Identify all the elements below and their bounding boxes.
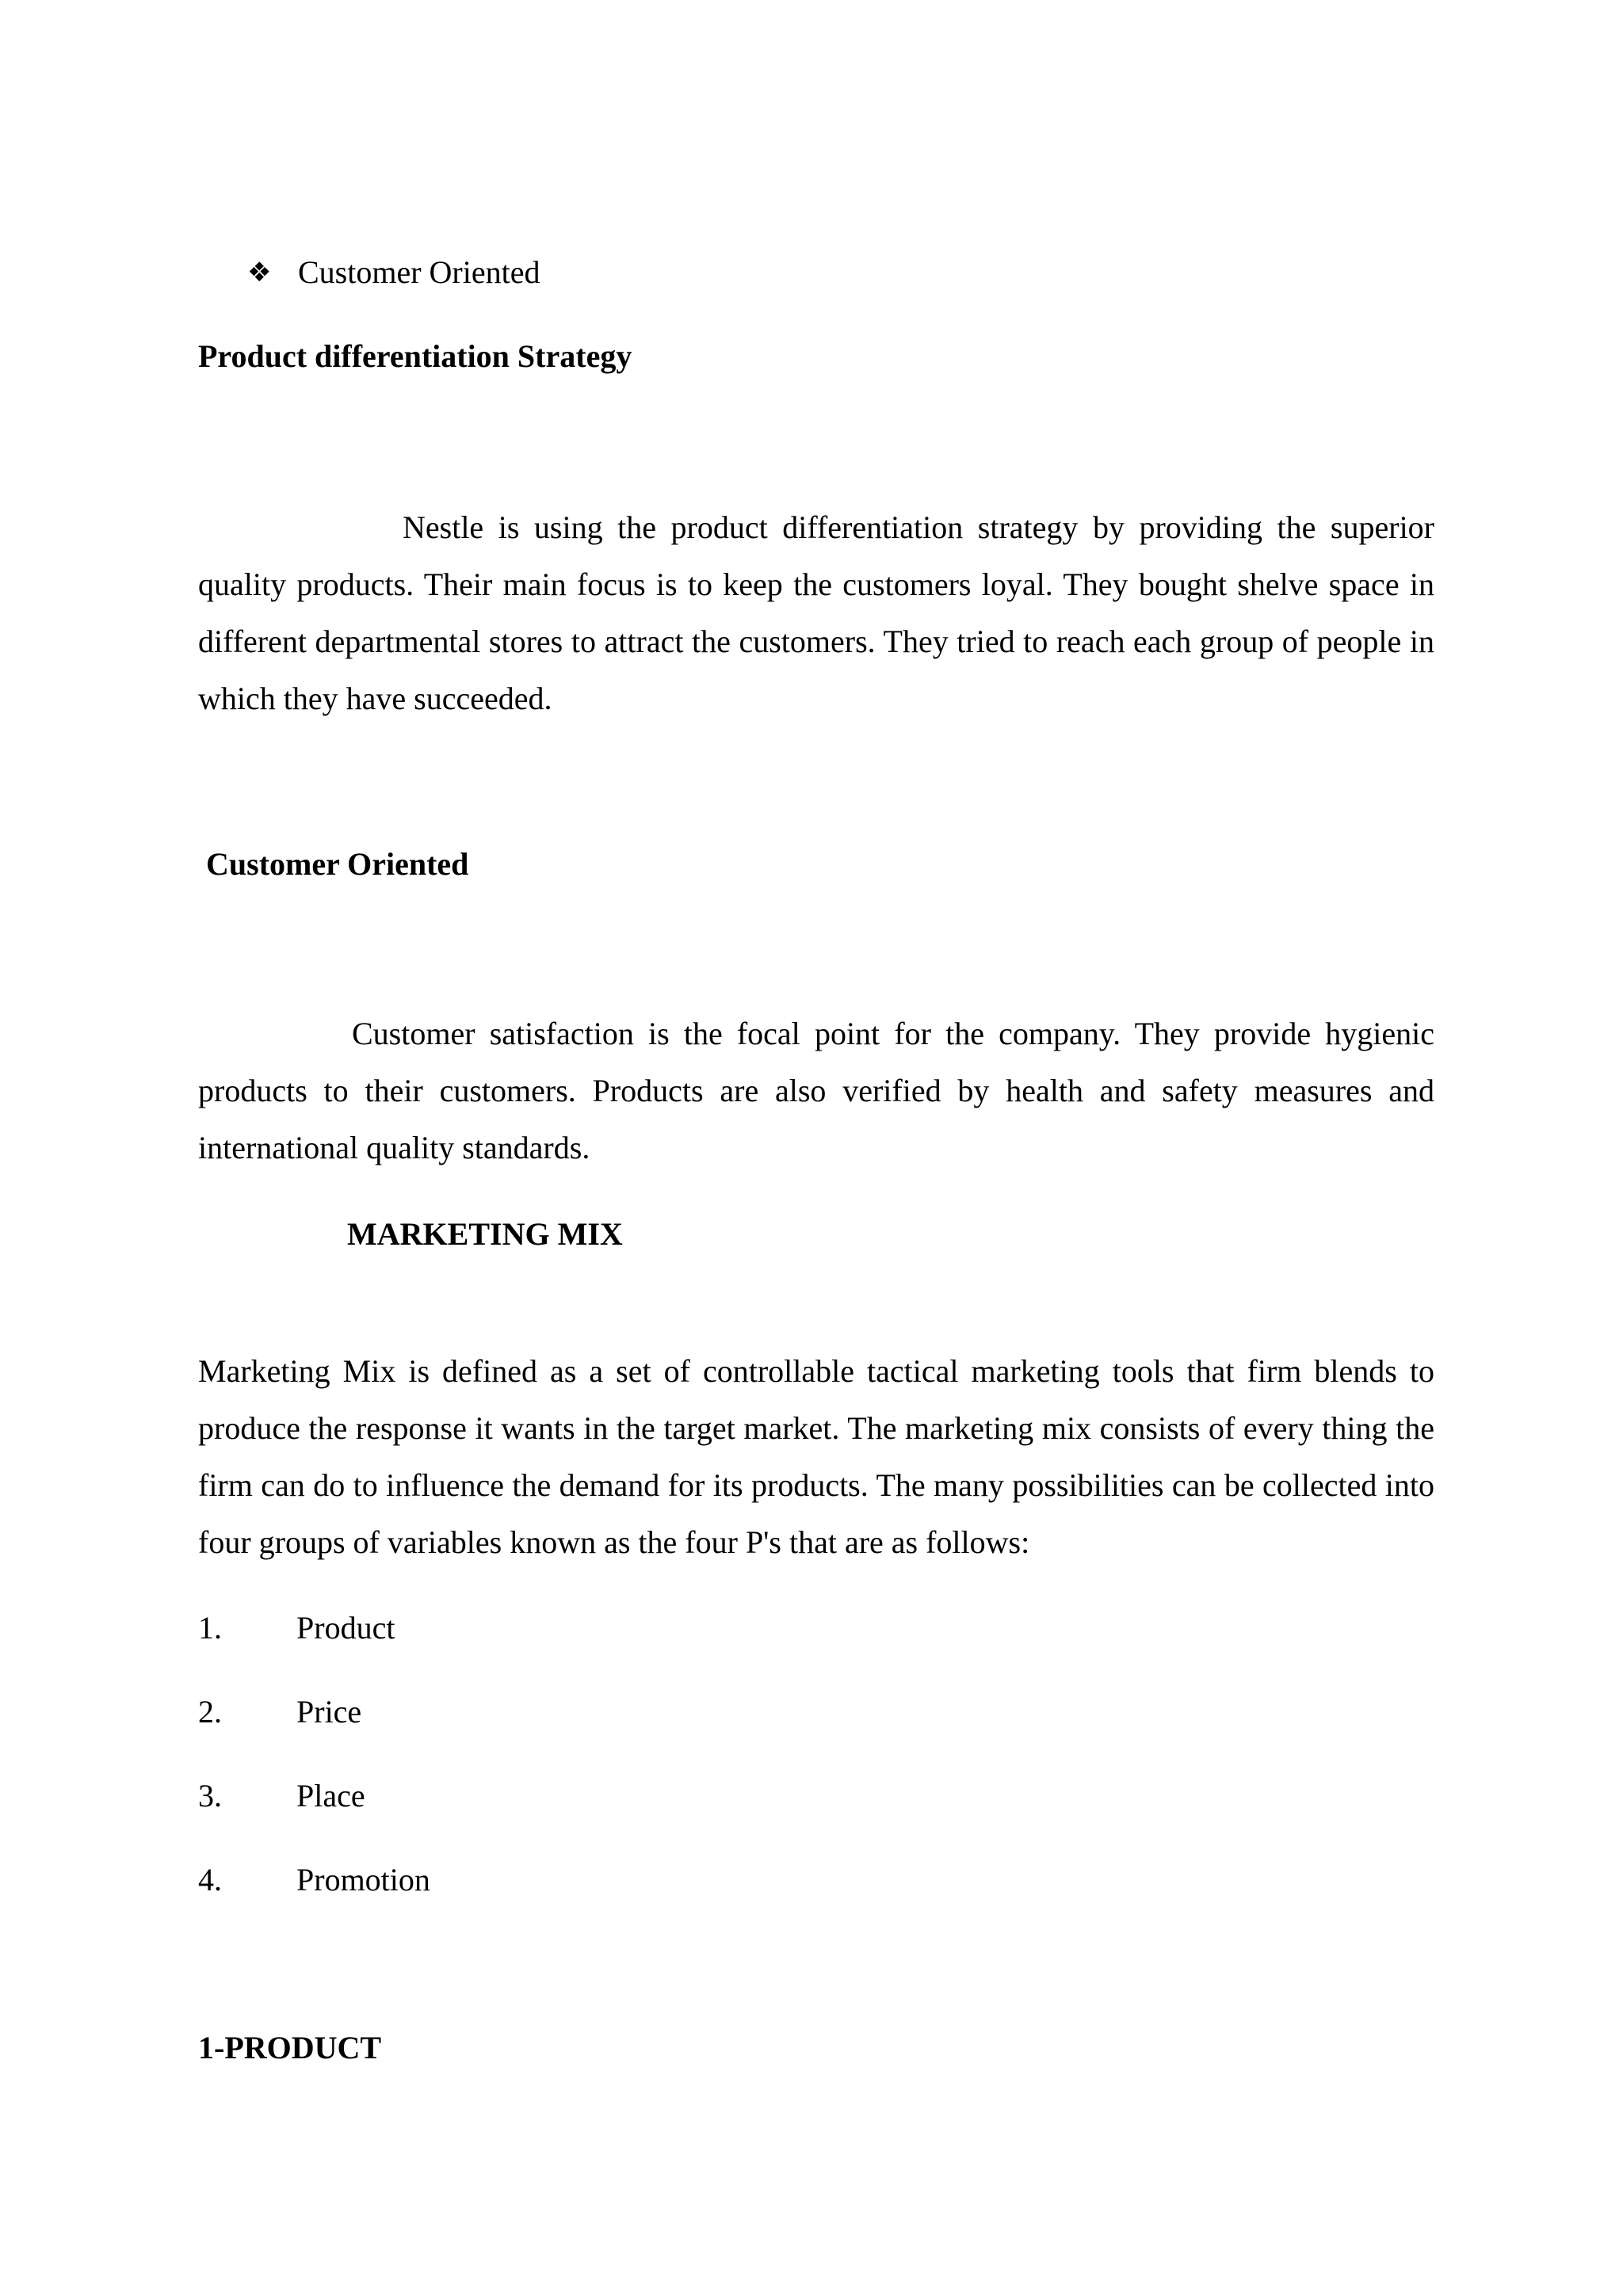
list-item: [198, 1852, 430, 1909]
bullet-item: [247, 244, 540, 301]
list-item: [198, 1600, 395, 1657]
list-item: [198, 1768, 365, 1825]
list-item-number: 2.: [198, 1694, 222, 1730]
heading-customer-oriented: Customer Oriented: [206, 846, 469, 882]
paragraph-marketing-mix: Marketing Mix is defined as a set of controllable tactical marketing tools that firm blends to produce the response it wants in the target market. The marketing mix consists of every thing the firm can do to influence the demand for its products. The many possibilities can be collected into four groups of variables known as the four P's that are as follows:: [198, 1353, 1434, 1560]
list-item: [198, 1684, 361, 1741]
list-item-text: Place: [296, 1778, 365, 1814]
list-item-number: 4.: [198, 1862, 222, 1897]
heading-1-product: 1-PRODUCT: [198, 2030, 382, 2065]
bullet-item-text: Customer Oriented: [298, 254, 540, 290]
heading-marketing-mix: MARKETING MIX: [347, 1216, 623, 1252]
diamond-bullet-icon: ❖: [247, 257, 272, 288]
list-item-text: Product: [296, 1610, 395, 1646]
list-item-number: 1.: [198, 1610, 222, 1646]
list-item-text: Promotion: [296, 1862, 430, 1897]
heading-product-differentiation: Product differentiation Strategy: [198, 338, 632, 374]
list-item-number: 3.: [198, 1778, 222, 1814]
list-item-text: Price: [296, 1694, 362, 1730]
paragraph-customer-oriented: Customer satisfaction is the focal point for the company. They provide hygienic products to their customers. Products are also verified by health and safety measures and international quality standards.: [198, 1016, 1434, 1165]
paragraph-product-differentiation: Nestle is using the product differentiation strategy by providing the superior quality products. Their main focus is to keep the customers loyal. They bought shelve space in different departmental stores to attract the customers. They tried to reach each group of people in which they have succeeded.: [198, 509, 1434, 716]
